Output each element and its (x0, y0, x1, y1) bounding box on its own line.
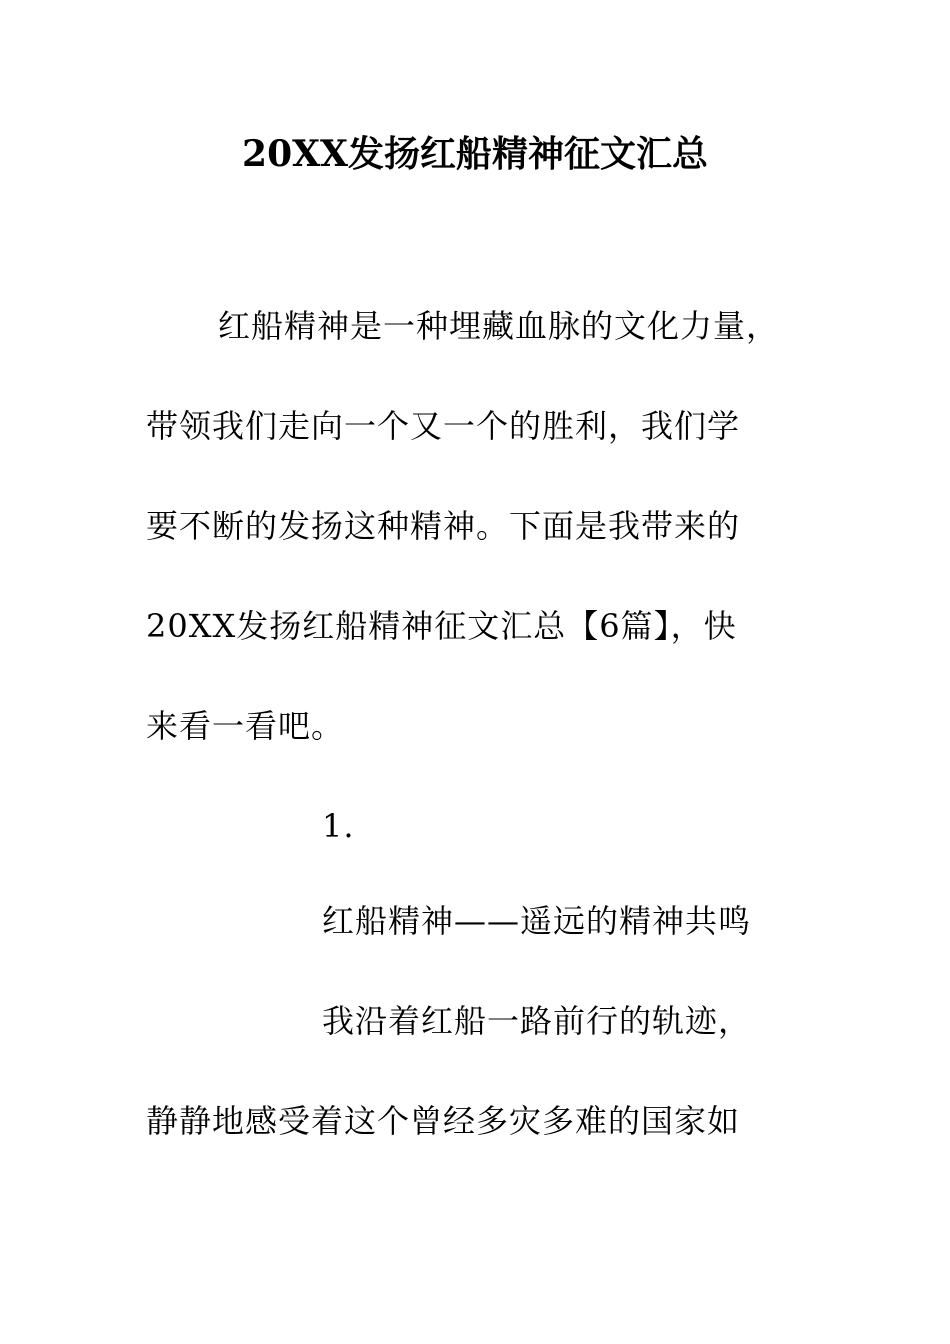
paragraph-line: 来看一看吧。 (146, 707, 345, 745)
section-number: 1. (322, 807, 355, 845)
paragraph-line: 要不断的发扬这种精神。下面是我带来的 (146, 507, 741, 545)
paragraph-line: 带领我们走向一个又一个的胜利，我们学 (146, 407, 741, 445)
section-heading: 红船精神——遥远的精神共鸣 (322, 902, 752, 940)
paragraph-line: 静静地感受着这个曾经多灾多难的国家如 (146, 1102, 741, 1140)
paragraph-line: 红船精神是一种埋藏血脉的文化力量， (218, 307, 780, 345)
paragraph-line: 我沿着红船一路前行的轨迹， (322, 1002, 752, 1040)
document-title: 20XX发扬红船精神征文汇总 (242, 133, 708, 175)
paragraph-line: 20XX发扬红船精神征文汇总【6篇】，快 (146, 607, 737, 645)
